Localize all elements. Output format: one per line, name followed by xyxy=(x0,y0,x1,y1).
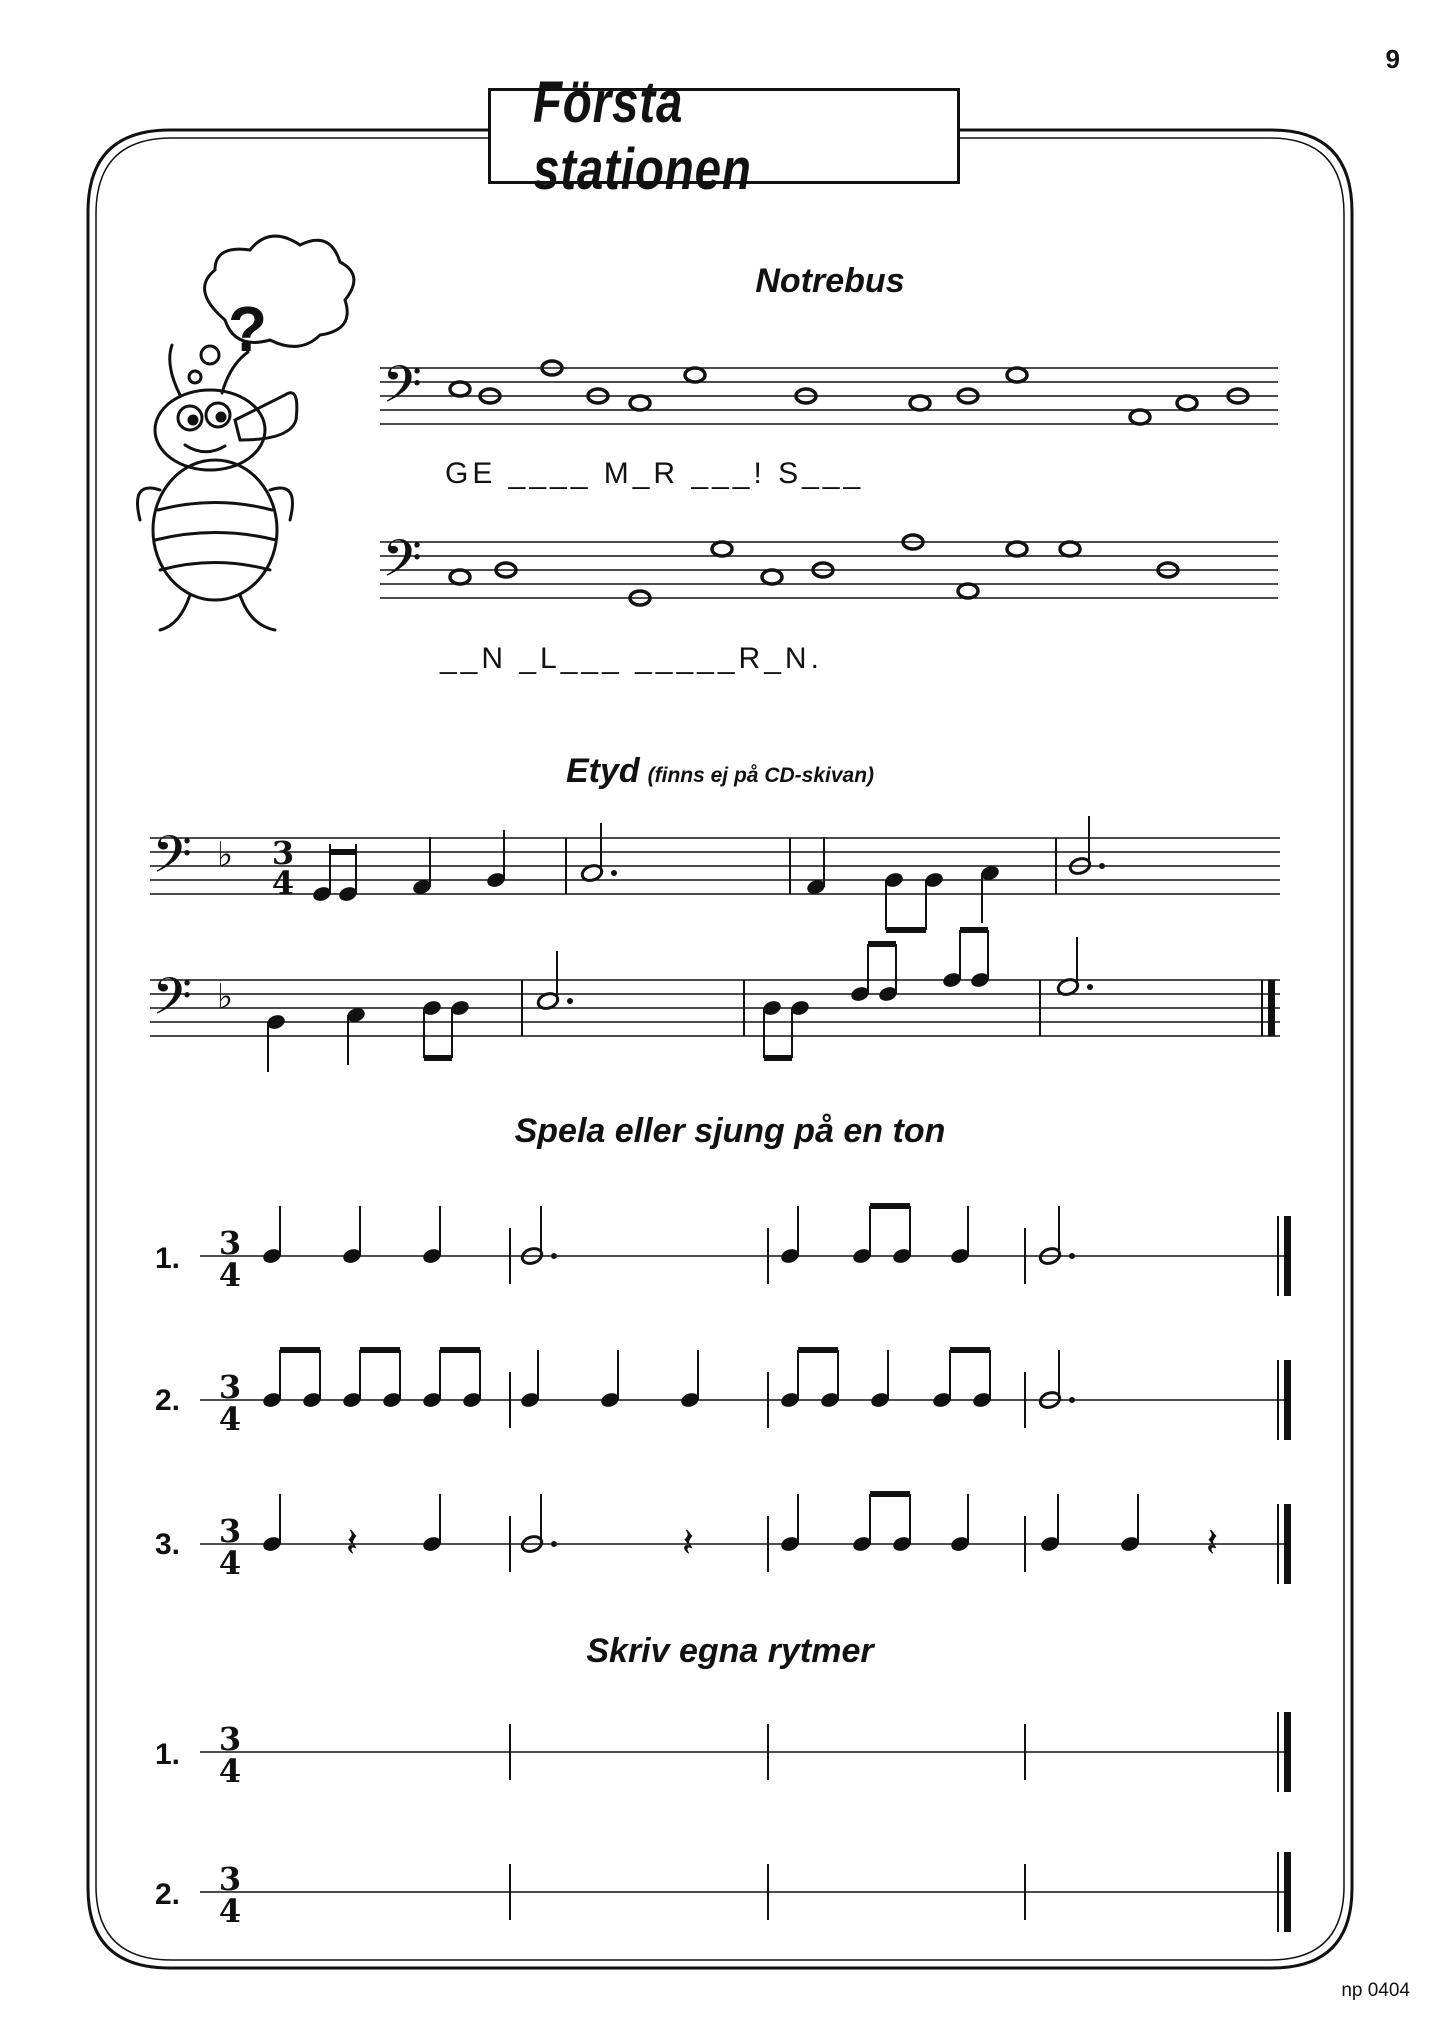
rebus-2-note xyxy=(762,570,782,584)
rhythm-2-final-bar-thick xyxy=(1284,1360,1291,1440)
heading-etyd xyxy=(450,752,990,791)
write-number-1: 1. xyxy=(154,1738,180,1771)
page-frame-inner xyxy=(96,138,1344,1960)
write-rhythm-2-final-bar-thick xyxy=(1284,1852,1291,1932)
rhythm-2-time-top: 3 xyxy=(218,1368,242,1406)
etyd-staff-1-flat: ♭ xyxy=(216,835,234,875)
heading-notrebus: Notrebus xyxy=(755,262,905,300)
rhythm-3-time-top: 3 xyxy=(218,1512,242,1550)
rebus-staff-1-clef: 𝄢 xyxy=(382,354,422,427)
rebus-1-note xyxy=(1130,410,1150,424)
bee-stripes xyxy=(155,503,276,571)
rhythm-3-time-bottom: 4 xyxy=(218,1544,242,1582)
write-rhythm-1-final-bar-thick xyxy=(1284,1712,1291,1792)
bee-pupil xyxy=(217,413,225,421)
rhythm-3-rest: 𝄽 xyxy=(681,1520,695,1566)
etyd-note: (finns ej på CD-skivan) xyxy=(647,764,875,787)
etyd-staff-1-time-bottom: 4 xyxy=(271,864,295,902)
etyd-final-bar-thick xyxy=(1268,980,1275,1036)
rhythm-3-half-dot xyxy=(551,1541,557,1547)
rhythm-3-rest: 𝄽 xyxy=(1205,1520,1219,1566)
etyd-staff-2-clef: 𝄢 xyxy=(152,966,192,1039)
rhythm-1-final-bar-thick xyxy=(1284,1216,1291,1296)
bee-body xyxy=(153,460,277,600)
write-number-2: 2. xyxy=(154,1878,180,1911)
thought-bubble xyxy=(205,236,354,346)
rhythm-number-3: 3. xyxy=(154,1528,180,1561)
rhythm-number-2: 2. xyxy=(154,1384,180,1417)
rebus-1-note xyxy=(1177,396,1197,410)
rebus-staff-2-clef: 𝄢 xyxy=(382,528,422,601)
write-rhythm-1-time-top: 3 xyxy=(218,1720,242,1758)
thought-bubble-dot xyxy=(201,346,219,364)
rebus-2-note xyxy=(958,584,978,598)
etyd-staff-2-flat: ♭ xyxy=(216,977,234,1017)
etyd-staff-1-clef: 𝄢 xyxy=(152,824,192,897)
bee-antenna xyxy=(170,345,180,395)
rebus-2-note xyxy=(712,542,732,556)
rhythm-1-half-dot xyxy=(1069,1253,1075,1259)
page-number: 9 xyxy=(1385,44,1400,74)
rebus-line-1: GE ____ M_R ___! S___ xyxy=(445,457,865,490)
bee-head xyxy=(155,390,265,470)
etyd-half-note-dot xyxy=(567,998,573,1004)
write-rhythm-2-time-bottom: 4 xyxy=(218,1892,242,1930)
page-frame xyxy=(88,130,1352,1968)
rebus-1-note xyxy=(1007,368,1027,382)
footer-code: np 0404 xyxy=(1341,1980,1410,2001)
rebus-1-note xyxy=(450,382,470,396)
etyd-staff-1-time-top: 3 xyxy=(271,834,295,872)
rebus-1-note xyxy=(910,396,930,410)
rebus-1-note xyxy=(685,368,705,382)
etyd-label: Etyd xyxy=(565,752,640,790)
rhythm-1-time-top: 3 xyxy=(218,1224,242,1262)
etyd-half-note-dot xyxy=(1099,863,1105,869)
page-title: Första stationen xyxy=(532,70,752,202)
rhythm-1-time-bottom: 4 xyxy=(218,1256,242,1294)
rhythm-3-final-bar-thick xyxy=(1284,1504,1291,1584)
rhythm-1-half-dot xyxy=(551,1253,557,1259)
rebus-1-note xyxy=(630,396,650,410)
bee-pupil xyxy=(189,416,197,424)
rebus-2-note xyxy=(1060,542,1080,556)
title-box xyxy=(488,70,960,202)
thought-question-mark: ? xyxy=(228,293,268,365)
rhythm-2-half-dot xyxy=(1069,1397,1075,1403)
rhythm-2-time-bottom: 4 xyxy=(218,1400,242,1438)
etyd-half-note-dot xyxy=(1087,984,1093,990)
rebus-2-note xyxy=(450,570,470,584)
rhythm-number-1: 1. xyxy=(154,1242,180,1275)
write-rhythm-2-time-top: 3 xyxy=(218,1860,242,1898)
etyd-half-note-dot xyxy=(611,870,617,876)
rhythm-3-rest: 𝄽 xyxy=(345,1520,359,1566)
heading-skriv: Skriv egna rytmer xyxy=(586,1632,874,1670)
bee-smile xyxy=(185,445,225,452)
heading-spela: Spela eller sjung på en ton xyxy=(514,1112,946,1150)
write-rhythm-1-time-bottom: 4 xyxy=(218,1752,242,1790)
rebus-2-note xyxy=(1007,542,1027,556)
rebus-line-2: __N _L___ _____R_N. xyxy=(440,642,823,675)
thought-bubble-dot xyxy=(189,371,201,383)
